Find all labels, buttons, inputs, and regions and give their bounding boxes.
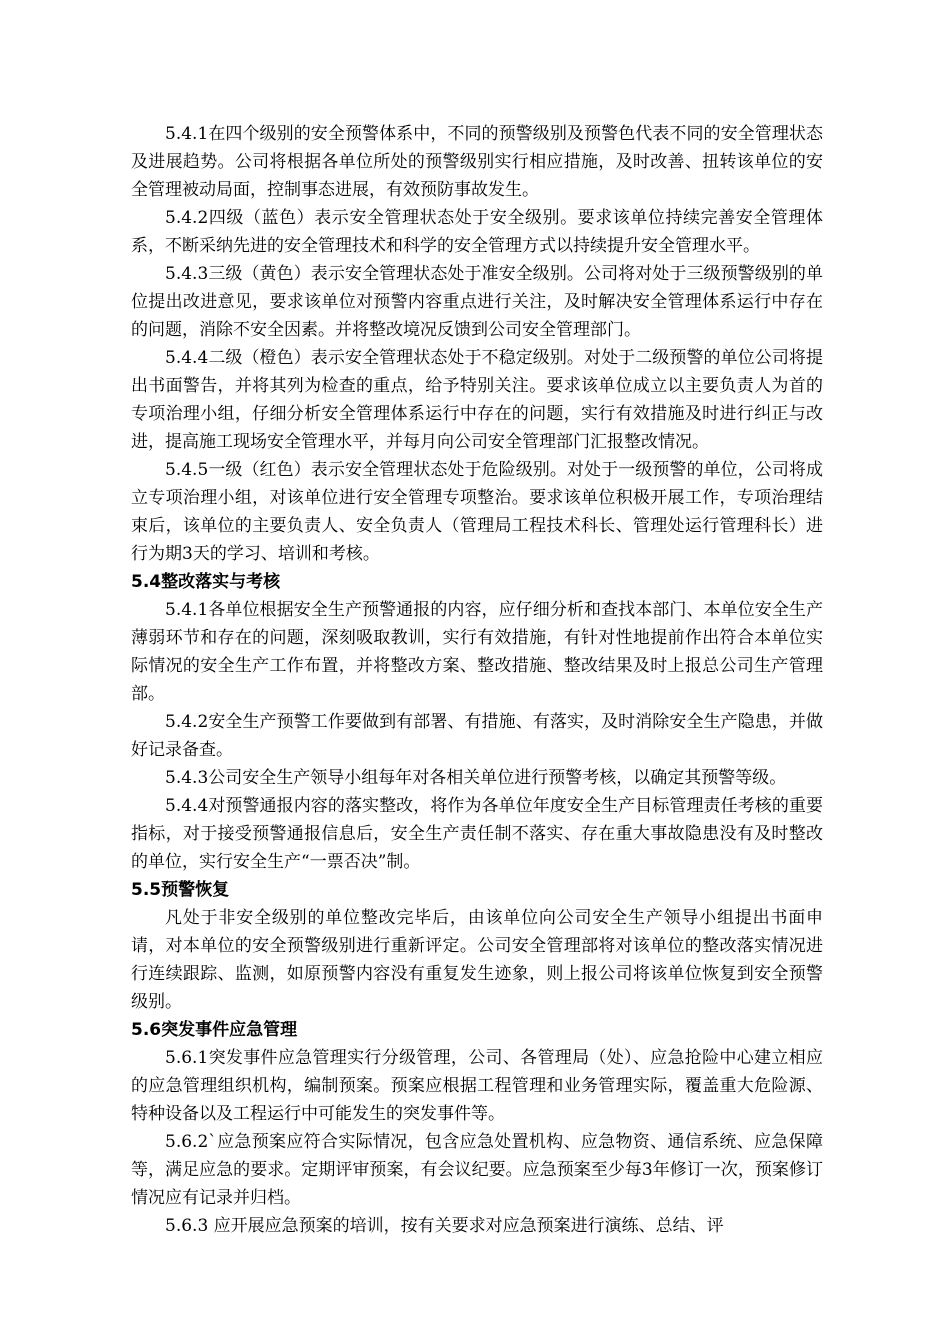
paragraph-rectification-2: 5.4.2安全生产预警工作要做到有部署、有措施、有落实，及时消除安全生产隐患，并做好记录备查。 xyxy=(131,712,823,760)
paragraph-emergency-1: 5.6.1突发事件应急管理实行分级管理，公司、各管理局（处）、应急抢险中心建立相应的应急管理组织机构，编制预案。预案应根据工程管理和业务管理实际，覆盖重大危险源、特种设备以及工程运行中可能发生的突发事件等。 xyxy=(131,1048,823,1124)
document-body xyxy=(131,120,823,1240)
paragraph-rectification-1: 5.4.1各单位根据安全生产预警通报的内容，应仔细分析和查找本部门、本单位安全生产薄弱环节和存在的问题，深刻吸取教训，实行有效措施，有针对性地提前作出符合本单位实际情况的安全生产工作布置，并将整改方案、整改措施、整改结果及时上报总公司生产管理部。 xyxy=(131,600,823,704)
paragraph-rectification-4: 5.4.4对预警通报内容的落实整改，将作为各单位年度安全生产目标管理责任考核的重要指标，对于接受预警通报信息后，安全生产责任制不落实、存在重大事故隐患没有及时整改的单位，实行安全生产“一票否决”制。 xyxy=(131,796,823,872)
paragraph-5-4-5-red: 5.4.5一级（红色）表示安全管理状态处于危险级别。对处于一级预警的单位，公司将成立专项治理小组，对该单位进行安全管理专项整治。要求该单位积极开展工作，专项治理结束后，该单位的主要负责人、安全负责人（管理局工程技术科长、管理处运行管理科长）进行为期3天的学习、培训和考核。 xyxy=(131,460,823,564)
section-heading-emergency: 5.6突发事件应急管理 xyxy=(131,1020,298,1040)
paragraph-emergency-2: 5.6.2`应急预案应符合实际情况，包含应急处置机构、应急物资、通信系统、应急保障等，满足应急的要求。定期评审预案，有会议纪要。应急预案至少每3年修订一次，预案修订情况应有记录并归档。 xyxy=(131,1132,823,1208)
paragraph-5-4-3-yellow: 5.4.3三级（黄色）表示安全管理状态处于准安全级别。公司将对处于三级预警级别的单位提出改进意见，要求该单位对预警内容重点进行关注，及时解决安全管理体系运行中存在的问题，消除不安全因素。并将整改境况反馈到公司安全管理部门。 xyxy=(131,264,823,340)
paragraph-5-4-2-blue: 5.4.2四级（蓝色）表示安全管理状态处于安全级别。要求该单位持续完善安全管理体系，不断采纳先进的安全管理技术和科学的安全管理方式以持续提升安全管理水平。 xyxy=(131,208,823,256)
paragraph-rectification-3: 5.4.3公司安全生产领导小组每年对各相关单位进行预警考核，以确定其预警等级。 xyxy=(165,768,787,788)
paragraph-5-4-4-orange: 5.4.4二级（橙色）表示安全管理状态处于不稳定级别。对处于二级预警的单位公司将提出书面警告，并将其列为检查的重点，给予特别关注。要求该单位成立以主要负责人为首的专项治理小组，仔细分析安全管理体系运行中存在的问题，实行有效措施及时进行纠正与改进，提高施工现场安全管理水平，并每月向公司安全管理部门汇报整改情况。 xyxy=(131,348,823,452)
section-heading-rectification: 5.4整改落实与考核 xyxy=(131,572,281,592)
section-heading-warning-recovery: 5.5预警恢复 xyxy=(131,880,230,900)
paragraph-5-4-1-intro: 5.4.1在四个级别的安全预警体系中，不同的预警级别及预警色代表不同的安全管理状态及进展趋势。公司将根据各单位所处的预警级别实行相应措施，及时改善、扭转该单位的安全管理被动局面，控制事态进展，有效预防事故发生。 xyxy=(131,124,823,200)
paragraph-warning-recovery: 凡处于非安全级别的单位整改完毕后，由该单位向公司安全生产领导小组提出书面申请，对本单位的安全预警级别进行重新评定。公司安全管理部将对该单位的整改落实情况进行连续跟踪、监测，如原预警内容没有重复发生迹象，则上报公司将该单位恢复到安全预警级别。 xyxy=(131,908,823,1012)
paragraph-emergency-3: 5.6.3 应开展应急预案的培训，按有关要求对应急预案进行演练、总结、评 xyxy=(165,1216,724,1236)
